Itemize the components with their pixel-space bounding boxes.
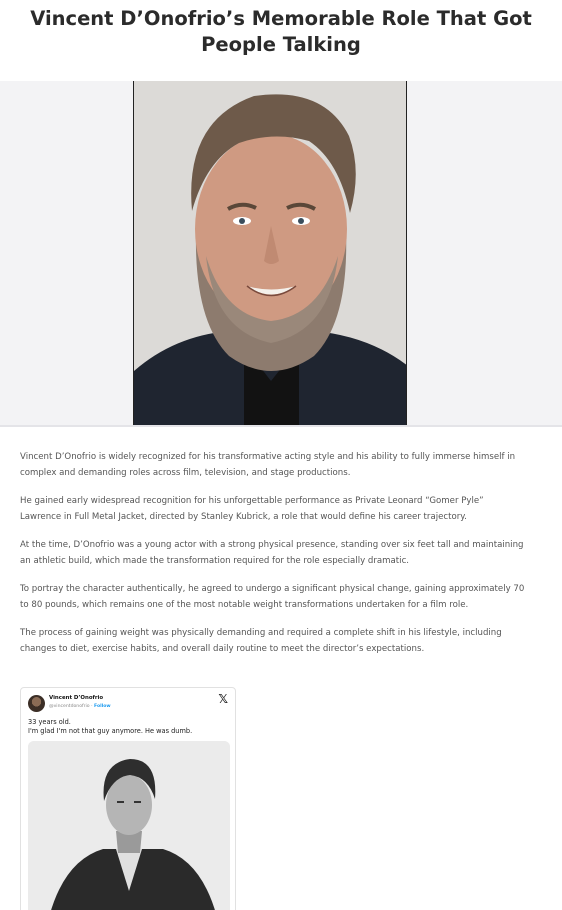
embedded-tweet[interactable] xyxy=(20,687,236,910)
tweet-line: I'm glad I'm not that guy anymore. He was dumb. xyxy=(28,727,193,735)
tweet-line: 33 years old. xyxy=(28,718,71,726)
x-logo-icon[interactable]: 𝕏 xyxy=(218,692,228,706)
tweet-photo[interactable] xyxy=(28,741,230,910)
article-paragraph: At the time, D’Onofrio was a young actor with a strong physical presence, standing over six feet tall and maintaining an athletic build, which made the transformation required for the role especially dramatic. xyxy=(20,540,524,566)
tweet-separator: · xyxy=(89,704,94,709)
article-paragraph: To portray the character authentically, he agreed to undergo a significant physical change, gaining approximately 70 to 80 pounds, which remains one of the most notable weight transformations undertaken for a film role. xyxy=(20,584,525,610)
tweet-author-name[interactable]: Vincent D’Onofrio xyxy=(49,695,104,701)
divider xyxy=(0,425,562,427)
article-paragraph: Vincent D’Onofrio is widely recognized for his transformative acting style and his ability to fully immerse himself in complex and demanding roles across film, television, and stage productions. xyxy=(20,452,516,478)
article-body xyxy=(20,449,526,669)
article-paragraph: The process of gaining weight was physically demanding and required a complete shift in his lifestyle, including changes to diet, exercise habits, and overall daily routine to meet the director’s expectations. xyxy=(20,628,502,654)
hero-portrait-image xyxy=(133,81,407,425)
tweet-author-handle xyxy=(49,704,111,709)
article-paragraph: He gained early widespread recognition for his unforgettable performance as Private Leonard “Gomer Pyle” Lawrence in Full Metal Jacket, directed by Stanley Kubrick, a role that would define his career trajectory. xyxy=(20,496,484,522)
tweet-text xyxy=(28,718,228,736)
article-title: Vincent D’Onofrio’s Memorable Role That Got People Talking xyxy=(30,7,532,56)
avatar[interactable] xyxy=(28,695,45,712)
follow-link[interactable]: Follow xyxy=(94,704,111,709)
tweet-handle-text[interactable]: @vincentdonofrio xyxy=(49,704,90,709)
